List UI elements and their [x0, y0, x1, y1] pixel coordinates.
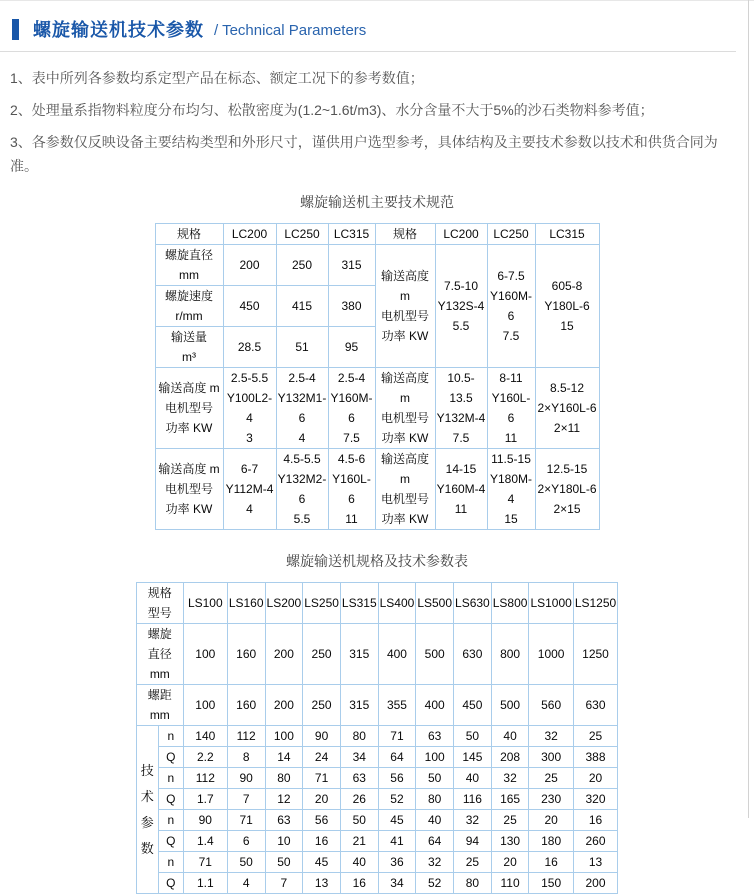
- value-cell: 10.5-13.5 Y132M-4 7.5: [435, 368, 487, 449]
- value-cell: 7: [265, 873, 303, 894]
- value-cell: 71: [303, 768, 341, 789]
- value-cell: 6-7.5 Y160M-6 7.5: [487, 245, 535, 368]
- value-cell: 40: [340, 852, 378, 873]
- title-accent-bar: [12, 19, 19, 40]
- params-table-title: 螺旋输送机规格及技术参数表: [286, 553, 468, 569]
- value-cell: 63: [265, 810, 303, 831]
- value-cell: 2.5-4 Y132M1-6 4: [276, 368, 328, 449]
- column-header: 规格: [375, 224, 435, 245]
- row-key: Q: [158, 873, 183, 894]
- value-cell: 10: [265, 831, 303, 852]
- value-cell: 605-8 Y180L-6 15: [535, 245, 599, 368]
- column-header: LS400: [378, 583, 416, 624]
- value-cell: 34: [378, 873, 416, 894]
- value-cell: 450: [223, 286, 276, 327]
- value-cell: 160: [227, 624, 265, 685]
- top-border-line: [0, 0, 754, 1]
- spec-table: [155, 223, 600, 530]
- spec-table-title: 螺旋输送机主要技术规范: [300, 194, 454, 210]
- value-cell: 250: [303, 685, 341, 726]
- column-header: LC200: [223, 224, 276, 245]
- value-cell: 130: [491, 831, 529, 852]
- value-cell: 40: [416, 810, 454, 831]
- row-label: 输送高度 m 电机型号 功率 KW: [155, 368, 223, 449]
- value-cell: 110: [491, 873, 529, 894]
- value-cell: 25: [529, 768, 573, 789]
- notes-section: [0, 52, 754, 178]
- value-cell: 90: [303, 726, 341, 747]
- value-cell: 80: [454, 873, 492, 894]
- value-cell: 63: [340, 768, 378, 789]
- table-row: [136, 624, 617, 685]
- tech-params-label: 技 术 参 数: [136, 726, 158, 894]
- value-cell: 1250: [573, 624, 617, 685]
- value-cell: 80: [416, 789, 454, 810]
- value-cell: 40: [491, 726, 529, 747]
- row-key: n: [158, 768, 183, 789]
- value-cell: 16: [529, 852, 573, 873]
- table-row: [136, 583, 617, 624]
- value-cell: 100: [183, 624, 227, 685]
- value-cell: 380: [328, 286, 375, 327]
- value-cell: 12.5-15 2×Y180L-6 2×15: [535, 449, 599, 530]
- value-cell: 51: [276, 327, 328, 368]
- value-cell: 140: [183, 726, 227, 747]
- value-cell: 400: [378, 624, 416, 685]
- note-3: 3、各参数仅反映设备主要结构类型和外形尺寸，谨供用户选型参考，具体结构及主要技术参数以技术和供货合同为准。: [10, 134, 718, 174]
- value-cell: 160: [227, 685, 265, 726]
- value-cell: 90: [183, 810, 227, 831]
- row-label: 螺距 mm: [136, 685, 183, 726]
- value-cell: 14-15 Y160M-4 11: [435, 449, 487, 530]
- value-cell: 200: [265, 685, 303, 726]
- value-cell: 40: [454, 768, 492, 789]
- value-cell: 315: [328, 245, 375, 286]
- value-cell: 165: [491, 789, 529, 810]
- value-cell: 71: [227, 810, 265, 831]
- value-cell: 26: [340, 789, 378, 810]
- row-key: Q: [158, 747, 183, 768]
- table-row: [155, 368, 599, 449]
- value-cell: 112: [183, 768, 227, 789]
- value-cell: 2.2: [183, 747, 227, 768]
- value-cell: 50: [340, 810, 378, 831]
- column-header: 规格: [155, 224, 223, 245]
- column-header: LS630: [454, 583, 492, 624]
- value-cell: 20: [529, 810, 573, 831]
- value-cell: 355: [378, 685, 416, 726]
- column-header: LS1250: [573, 583, 617, 624]
- value-cell: 8: [227, 747, 265, 768]
- value-cell: 315: [340, 624, 378, 685]
- column-header: LS160: [227, 583, 265, 624]
- value-cell: 500: [416, 624, 454, 685]
- column-header: LC200: [435, 224, 487, 245]
- value-cell: 20: [573, 768, 617, 789]
- value-cell: 32: [529, 726, 573, 747]
- value-cell: 2.5-4 Y160M-6 7.5: [328, 368, 375, 449]
- value-cell: 4: [227, 873, 265, 894]
- value-cell: 2.5-5.5 Y100L2-4 3: [223, 368, 276, 449]
- value-cell: 180: [529, 831, 573, 852]
- value-cell: 34: [340, 747, 378, 768]
- row-label: 螺旋直径 mm: [155, 245, 223, 286]
- value-cell: 71: [378, 726, 416, 747]
- value-cell: 320: [573, 789, 617, 810]
- value-cell: 1.1: [183, 873, 227, 894]
- value-cell: 16: [303, 831, 341, 852]
- value-cell: 250: [276, 245, 328, 286]
- value-cell: 32: [416, 852, 454, 873]
- value-cell: 13: [573, 852, 617, 873]
- value-cell: 14: [265, 747, 303, 768]
- table-row: [136, 810, 617, 831]
- value-cell: 56: [303, 810, 341, 831]
- row-label: 螺旋速度 r/mm: [155, 286, 223, 327]
- note-1: 1、表中所列各参数均系定型产品在标态、额定工况下的参考数值；: [10, 70, 424, 86]
- table-row: [136, 747, 617, 768]
- value-cell: 52: [416, 873, 454, 894]
- value-cell: 32: [491, 768, 529, 789]
- value-cell: 20: [303, 789, 341, 810]
- column-header: LS800: [491, 583, 529, 624]
- value-cell: 64: [378, 747, 416, 768]
- row-label: 输送高度 m 电机型号 功率 KW: [375, 245, 435, 368]
- table-row: [155, 449, 599, 530]
- row-key: n: [158, 852, 183, 873]
- column-header: LS100: [183, 583, 227, 624]
- value-cell: 630: [573, 685, 617, 726]
- value-cell: 150: [529, 873, 573, 894]
- value-cell: 7: [227, 789, 265, 810]
- row-key: n: [158, 726, 183, 747]
- value-cell: 208: [491, 747, 529, 768]
- value-cell: 12: [265, 789, 303, 810]
- value-cell: 6-7 Y112M-4 4: [223, 449, 276, 530]
- value-cell: 16: [340, 873, 378, 894]
- table-row: [155, 245, 599, 286]
- value-cell: 230: [529, 789, 573, 810]
- column-header: LS200: [265, 583, 303, 624]
- value-cell: 21: [340, 831, 378, 852]
- row-key: Q: [158, 789, 183, 810]
- value-cell: 13: [303, 873, 341, 894]
- value-cell: 20: [491, 852, 529, 873]
- value-cell: 6: [227, 831, 265, 852]
- row-label: 输送量 m³: [155, 327, 223, 368]
- value-cell: 1.4: [183, 831, 227, 852]
- row-key: Q: [158, 831, 183, 852]
- page-header: [0, 0, 754, 42]
- value-cell: 8-11 Y160L-6 11: [487, 368, 535, 449]
- column-header: LS315: [340, 583, 378, 624]
- note-2: 2、处理量系指物料粒度分布均匀、松散密度为(1.2~1.6t/m3)、水分含量不大于5%的沙石类物料参考值；: [10, 102, 654, 118]
- value-cell: 145: [454, 747, 492, 768]
- value-cell: 4.5-6 Y160L-6 11: [328, 449, 375, 530]
- value-cell: 52: [378, 789, 416, 810]
- value-cell: 800: [491, 624, 529, 685]
- value-cell: 260: [573, 831, 617, 852]
- table-row: [136, 726, 617, 747]
- value-cell: 400: [416, 685, 454, 726]
- value-cell: 560: [529, 685, 573, 726]
- value-cell: 50: [454, 726, 492, 747]
- value-cell: 16: [573, 810, 617, 831]
- table-row: [155, 224, 599, 245]
- value-cell: 100: [416, 747, 454, 768]
- value-cell: 50: [265, 852, 303, 873]
- value-cell: 8.5-12 2×Y160L-6 2×11: [535, 368, 599, 449]
- corner-label: 规格 型号: [136, 583, 183, 624]
- value-cell: 200: [573, 873, 617, 894]
- row-key: n: [158, 810, 183, 831]
- value-cell: 45: [303, 852, 341, 873]
- table-row: [136, 873, 617, 894]
- value-cell: 500: [491, 685, 529, 726]
- value-cell: 388: [573, 747, 617, 768]
- value-cell: 45: [378, 810, 416, 831]
- value-cell: 95: [328, 327, 375, 368]
- value-cell: 50: [416, 768, 454, 789]
- column-header: LS500: [416, 583, 454, 624]
- value-cell: 200: [223, 245, 276, 286]
- table-row: [136, 685, 617, 726]
- value-cell: 450: [454, 685, 492, 726]
- value-cell: 32: [454, 810, 492, 831]
- column-header: LC250: [276, 224, 328, 245]
- value-cell: 25: [573, 726, 617, 747]
- value-cell: 315: [340, 685, 378, 726]
- value-cell: 112: [227, 726, 265, 747]
- column-header: LC250: [487, 224, 535, 245]
- value-cell: 41: [378, 831, 416, 852]
- value-cell: 116: [454, 789, 492, 810]
- value-cell: 80: [340, 726, 378, 747]
- value-cell: 100: [265, 726, 303, 747]
- table-row: [136, 768, 617, 789]
- column-header: LC315: [328, 224, 375, 245]
- value-cell: 90: [227, 768, 265, 789]
- value-cell: 7.5-10 Y132S-4 5.5: [435, 245, 487, 368]
- value-cell: 11.5-15 Y180M-4 15: [487, 449, 535, 530]
- column-header: LC315: [535, 224, 599, 245]
- value-cell: 4.5-5.5 Y132M2-6 5.5: [276, 449, 328, 530]
- value-cell: 100: [183, 685, 227, 726]
- value-cell: 24: [303, 747, 341, 768]
- params-table: [136, 582, 618, 894]
- right-border-line: [748, 0, 749, 818]
- value-cell: 1.7: [183, 789, 227, 810]
- page-title: 螺旋输送机技术参数: [33, 20, 204, 40]
- value-cell: 63: [416, 726, 454, 747]
- value-cell: 94: [454, 831, 492, 852]
- value-cell: 64: [416, 831, 454, 852]
- value-cell: 50: [227, 852, 265, 873]
- row-label: 输送高度 m 电机型号 功率 KW: [375, 368, 435, 449]
- column-header: LS1000: [529, 583, 573, 624]
- table-row: [136, 831, 617, 852]
- row-label: 螺旋 直径 mm: [136, 624, 183, 685]
- value-cell: 415: [276, 286, 328, 327]
- value-cell: 630: [454, 624, 492, 685]
- column-header: LS250: [303, 583, 341, 624]
- table-row: [136, 789, 617, 810]
- value-cell: 36: [378, 852, 416, 873]
- row-label: 输送高度 m 电机型号 功率 KW: [155, 449, 223, 530]
- value-cell: 56: [378, 768, 416, 789]
- value-cell: 25: [454, 852, 492, 873]
- value-cell: 250: [303, 624, 341, 685]
- table-row: [136, 852, 617, 873]
- value-cell: 25: [491, 810, 529, 831]
- value-cell: 1000: [529, 624, 573, 685]
- page-title-en: / Technical Parameters: [214, 21, 367, 39]
- value-cell: 300: [529, 747, 573, 768]
- value-cell: 80: [265, 768, 303, 789]
- value-cell: 71: [183, 852, 227, 873]
- value-cell: 200: [265, 624, 303, 685]
- row-label: 输送高度 m 电机型号 功率 KW: [375, 449, 435, 530]
- value-cell: 28.5: [223, 327, 276, 368]
